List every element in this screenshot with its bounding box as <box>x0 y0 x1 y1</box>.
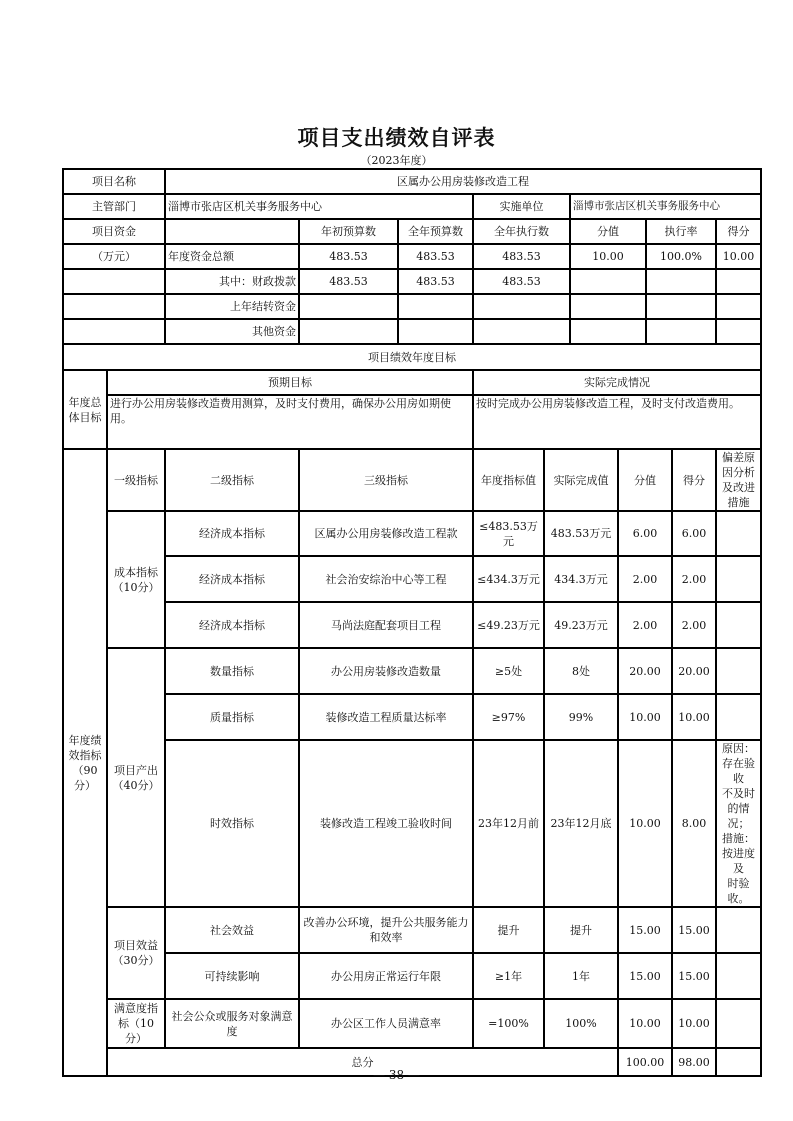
indicator-actual: 483.53万元 <box>544 511 618 556</box>
goals-label: 年度总体目标 <box>63 370 107 449</box>
indicator-l2: 经济成本指标 <box>165 602 299 648</box>
row-funds-header <box>63 219 761 244</box>
indicator-group-l1: 满意度指标（10分） <box>107 999 165 1048</box>
indicator-actual: 434.3万元 <box>544 556 618 602</box>
note-line: 措施：按进度及 <box>722 832 755 875</box>
indicator-target: ≤49.23万元 <box>473 602 544 648</box>
indicator-l3: 社会治安综治中心等工程 <box>299 556 473 602</box>
funds-score-value <box>570 319 646 344</box>
indicator-actual: 23年12月底 <box>544 740 618 907</box>
indicator-actual: 100% <box>544 999 618 1048</box>
indicator-value: 20.00 <box>618 648 672 694</box>
indicator-target: ≥97% <box>473 694 544 740</box>
indicator-l2: 社会效益 <box>165 907 299 953</box>
dept-label: 主管部门 <box>63 194 165 219</box>
indicator-note <box>716 556 761 602</box>
funds-header-rate: 执行率 <box>646 219 716 244</box>
funds-row-name: 其他资金 <box>165 319 299 344</box>
funds-header-initial: 年初预算数 <box>299 219 398 244</box>
funds-score <box>716 319 761 344</box>
indicator-header-value: 分值 <box>618 449 672 511</box>
note-line: 原因：存在验收 <box>722 742 755 785</box>
indicator-value: 10.00 <box>618 740 672 907</box>
indicator-score: 6.00 <box>672 511 716 556</box>
row-project-name <box>63 169 761 194</box>
indicator-value: 10.00 <box>618 999 672 1048</box>
indicator-header-l1: 一级指标 <box>107 449 165 511</box>
funds-executed: 483.53 <box>473 244 570 269</box>
funds-initial: 483.53 <box>299 269 398 294</box>
indicator-score: 15.00 <box>672 907 716 953</box>
funds-rate <box>646 269 716 294</box>
funds-score: 10.00 <box>716 244 761 269</box>
indicator-actual: 49.23万元 <box>544 602 618 648</box>
indicator-l3: 办公用房装修改造数量 <box>299 648 473 694</box>
funds-score <box>716 269 761 294</box>
funds-row-name: 年度资金总额 <box>165 244 299 269</box>
funds-score-value <box>570 294 646 319</box>
total-label: 总分 <box>107 1048 618 1076</box>
funds-header-executed: 全年执行数 <box>473 219 570 244</box>
indicator-score: 20.00 <box>672 648 716 694</box>
indicator-note <box>716 648 761 694</box>
funds-rate: 100.0% <box>646 244 716 269</box>
total-score: 98.00 <box>672 1048 716 1076</box>
indicator-row <box>63 999 761 1048</box>
funds-rate <box>646 319 716 344</box>
funds-row <box>63 269 761 294</box>
row-goals-title <box>63 344 761 370</box>
total-value: 100.00 <box>618 1048 672 1076</box>
indicator-target: ≤434.3万元 <box>473 556 544 602</box>
indicator-actual: 提升 <box>544 907 618 953</box>
funds-header-score: 得分 <box>716 219 761 244</box>
indicator-row <box>63 602 761 648</box>
indicator-score: 2.00 <box>672 602 716 648</box>
indicator-score: 8.00 <box>672 740 716 907</box>
indicator-row <box>63 511 761 556</box>
goals-actual: 按时完成办公用房装修改造工程，及时支付改造费用。 <box>473 395 761 449</box>
indicator-l3: 马尚法庭配套项目工程 <box>299 602 473 648</box>
indicator-row <box>63 694 761 740</box>
goals-section-title: 项目绩效年度目标 <box>63 344 761 370</box>
impl-label: 实施单位 <box>473 194 570 219</box>
indicator-l2: 可持续影响 <box>165 953 299 999</box>
funds-initial <box>299 294 398 319</box>
indicator-l2: 社会公众或服务对象满意度 <box>165 999 299 1048</box>
indicator-value: 6.00 <box>618 511 672 556</box>
indicator-actual: 1年 <box>544 953 618 999</box>
indicator-l3: 区属办公用房装修改造工程款 <box>299 511 473 556</box>
dept-value: 淄博市张店区机关事务服务中心 <box>165 194 473 219</box>
indicator-l2: 质量指标 <box>165 694 299 740</box>
indicator-header-score: 得分 <box>672 449 716 511</box>
funds-score-value: 10.00 <box>570 244 646 269</box>
indicator-l2: 时效指标 <box>165 740 299 907</box>
indicator-l3: 装修改造工程竣工验收时间 <box>299 740 473 907</box>
indicator-note <box>716 740 761 907</box>
indicator-target: =100% <box>473 999 544 1048</box>
evaluation-table <box>62 168 762 1077</box>
indicator-score: 15.00 <box>672 953 716 999</box>
indicator-value: 2.00 <box>618 556 672 602</box>
impl-value: 淄博市张店区机关事务服务中心 <box>570 194 761 219</box>
indicator-header-note: 偏差原因分析及改进措施 <box>716 449 761 511</box>
indicator-l2: 经济成本指标 <box>165 556 299 602</box>
indicator-row <box>63 648 761 694</box>
page-subtitle: （2023年度） <box>360 154 433 167</box>
funds-row <box>63 319 761 344</box>
funds-rate <box>646 294 716 319</box>
indicator-row <box>63 953 761 999</box>
indicator-target: 提升 <box>473 907 544 953</box>
indicator-actual: 99% <box>544 694 618 740</box>
funds-header-annual: 全年预算数 <box>398 219 473 244</box>
project-name-value: 区属办公用房装修改造工程 <box>165 169 761 194</box>
funds-score <box>716 294 761 319</box>
indicator-target: ≤483.53万元 <box>473 511 544 556</box>
funds-header-score-value: 分值 <box>570 219 646 244</box>
indicator-header-target: 年度指标值 <box>473 449 544 511</box>
funds-blank <box>63 294 165 319</box>
indicator-l3: 办公区工作人员满意率 <box>299 999 473 1048</box>
indicator-l3: 改善办公环境，提升公共服务能力和效率 <box>299 907 473 953</box>
indicator-group-l1: 项目效益（30分） <box>107 907 165 999</box>
indicator-note <box>716 999 761 1048</box>
indicator-l3: 办公用房正常运行年限 <box>299 953 473 999</box>
goals-expected-label: 预期目标 <box>107 370 473 395</box>
funds-row <box>63 294 761 319</box>
indicator-target: 23年12月前 <box>473 740 544 907</box>
note-line: 时验收。 <box>727 877 750 905</box>
indicator-score: 10.00 <box>672 999 716 1048</box>
row-department <box>63 194 761 219</box>
page-title: 项目支出绩效自评表 <box>297 126 496 150</box>
indicator-score: 10.00 <box>672 694 716 740</box>
indicator-row <box>63 907 761 953</box>
funds-label: 项目资金 <box>63 219 165 244</box>
funds-initial: 483.53 <box>299 244 398 269</box>
indicator-actual: 8处 <box>544 648 618 694</box>
indicator-value: 2.00 <box>618 602 672 648</box>
funds-blank <box>165 219 299 244</box>
indicator-header-l3: 三级指标 <box>299 449 473 511</box>
indicator-note <box>716 602 761 648</box>
indicator-row <box>63 740 761 907</box>
indicator-score: 2.00 <box>672 556 716 602</box>
funds-initial <box>299 319 398 344</box>
funds-executed: 483.53 <box>473 269 570 294</box>
indicator-note <box>716 511 761 556</box>
indicator-group-l1: 成本指标（10分） <box>107 511 165 648</box>
funds-annual <box>398 294 473 319</box>
indicator-header-actual: 实际完成值 <box>544 449 618 511</box>
funds-row <box>63 244 761 269</box>
funds-annual: 483.53 <box>398 269 473 294</box>
funds-executed <box>473 319 570 344</box>
funds-annual: 483.53 <box>398 244 473 269</box>
indicator-row <box>63 556 761 602</box>
indicator-target: ≥5处 <box>473 648 544 694</box>
note-line: 不及时的情况； <box>722 787 755 830</box>
row-indicator-header <box>63 449 761 511</box>
row-goals-content <box>63 395 761 449</box>
funds-annual <box>398 319 473 344</box>
indicator-value: 10.00 <box>618 694 672 740</box>
goals-actual-label: 实际完成情况 <box>473 370 761 395</box>
funds-blank <box>63 319 165 344</box>
funds-row-name: 上年结转资金 <box>165 294 299 319</box>
indicator-l3: 装修改造工程质量达标率 <box>299 694 473 740</box>
indicator-note <box>716 953 761 999</box>
indicator-header-l2: 二级指标 <box>165 449 299 511</box>
indicator-value: 15.00 <box>618 953 672 999</box>
indicators-label: 年度绩效指标（90分） <box>63 449 107 1076</box>
project-name-label: 项目名称 <box>63 169 165 194</box>
funds-unit: （万元） <box>63 244 165 269</box>
funds-blank <box>63 269 165 294</box>
indicator-target: ≥1年 <box>473 953 544 999</box>
page-number: — 38 — <box>373 1068 420 1082</box>
row-goals-header <box>63 370 761 395</box>
funds-executed <box>473 294 570 319</box>
funds-score-value <box>570 269 646 294</box>
goals-expected: 进行办公用房装修改造费用测算，及时支付费用，确保办公用房如期使用。 <box>107 395 473 449</box>
indicator-l2: 经济成本指标 <box>165 511 299 556</box>
indicator-note <box>716 907 761 953</box>
indicator-l2: 数量指标 <box>165 648 299 694</box>
indicator-value: 15.00 <box>618 907 672 953</box>
funds-row-name: 其中：财政拨款 <box>165 269 299 294</box>
indicator-note <box>716 694 761 740</box>
indicator-group-l1: 项目产出（40分） <box>107 648 165 907</box>
